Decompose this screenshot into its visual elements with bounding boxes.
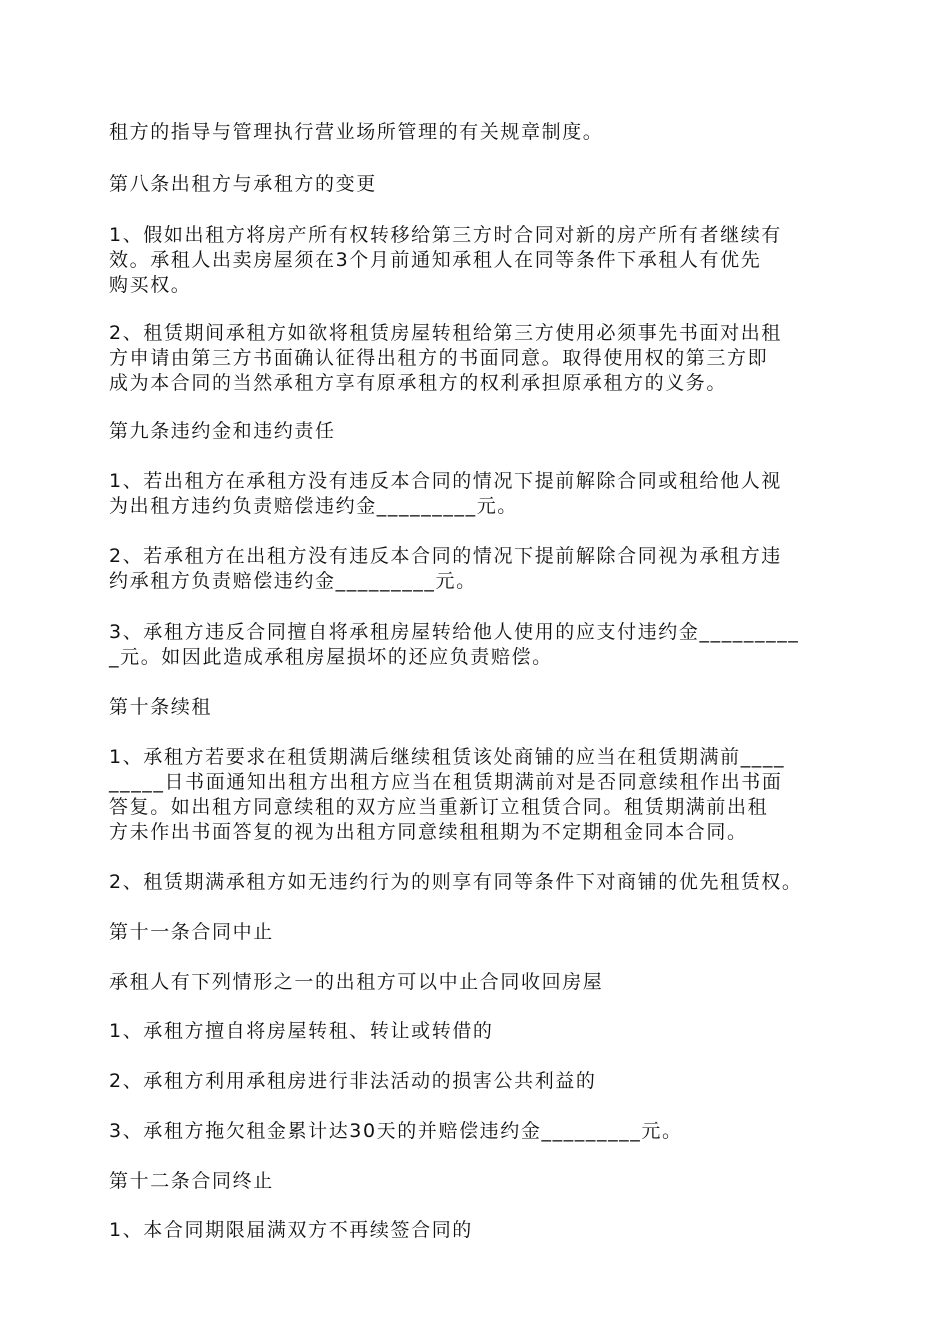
text-line: 2、承租方利用承租房进行非法活动的损害公共利益的 xyxy=(109,1070,597,1092)
text-line: _____日书面通知出租方出租方应当在租赁期满前对是否同意续租作出书面 xyxy=(109,771,783,793)
paragraph-10-1 xyxy=(109,745,844,845)
section-heading-9 xyxy=(109,419,844,444)
text-line: 第八条出租方与承租方的变更 xyxy=(109,173,377,195)
text-line: 1、承租方若要求在租赁期满后继续租赁该处商铺的应当在租赁期满前____ xyxy=(109,746,786,768)
section-heading-12 xyxy=(109,1169,844,1194)
paragraph-9-3 xyxy=(109,620,844,670)
text-line: 2、若承租方在出租方没有违反本合同的情况下提前解除合同视为承租方违 xyxy=(109,545,782,567)
text-line: 2、租赁期满承租方如无违约行为的则享有同等条件下对商铺的优先租赁权。 xyxy=(109,871,803,893)
text-line: 效。承租人出卖房屋须在3个月前通知承租人在同等条件下承租人有优先 xyxy=(109,249,762,271)
text-line: 方申请由第三方书面确认征得出租方的书面同意。取得使用权的第三方即 xyxy=(109,347,769,369)
text-line: 约承租方负责赔偿违约金_________元。 xyxy=(109,570,477,592)
text-line: 第十一条合同中止 xyxy=(109,921,274,943)
paragraph-8-1 xyxy=(109,223,844,298)
text-line: 1、承租方擅自将房屋转租、转让或转借的 xyxy=(109,1020,494,1042)
text-line: 租方的指导与管理执行营业场所管理的有关规章制度。 xyxy=(109,121,604,143)
paragraph-10-2 xyxy=(109,870,844,895)
text-line: 1、若出租方在承租方没有违反本合同的情况下提前解除合同或租给他人视 xyxy=(109,470,782,492)
text-line: 承租人有下列情形之一的出租方可以中止合同收回房屋 xyxy=(109,971,604,993)
text-line: 第十二条合同终止 xyxy=(109,1170,274,1192)
text-line: 购买权。 xyxy=(109,274,192,296)
paragraph-8-2 xyxy=(109,321,844,396)
text-line: 3、承租方违反合同擅自将承租房屋转给他人使用的应支付违约金_________ xyxy=(109,621,800,643)
paragraph-11-intro xyxy=(109,970,844,995)
text-line: 第十条续租 xyxy=(109,696,213,718)
text-line: 为出租方违约负责赔偿违约金_________元。 xyxy=(109,495,518,517)
text-line: 成为本合同的当然承租方享有原承租方的权利承担原承租方的义务。 xyxy=(109,372,728,394)
section-heading-11 xyxy=(109,920,844,945)
section-heading-10 xyxy=(109,695,844,720)
paragraph-1 xyxy=(109,120,844,145)
text-line: 方未作出书面答复的视为出租方同意续租租期为不定期租金同本合同。 xyxy=(109,821,748,843)
text-line: _元。如因此造成承租房屋损坏的还应负责赔偿。 xyxy=(109,646,553,668)
text-line: 第九条违约金和违约责任 xyxy=(109,420,336,442)
text-line: 2、租赁期间承租方如欲将租赁房屋转租给第三方使用必须事先书面对出租 xyxy=(109,322,782,344)
paragraph-9-1 xyxy=(109,469,844,519)
paragraph-11-1 xyxy=(109,1019,844,1044)
section-heading-8 xyxy=(109,172,844,197)
paragraph-12-1 xyxy=(109,1218,844,1243)
paragraph-11-2 xyxy=(109,1069,844,1094)
text-line: 1、假如出租方将房产所有权转移给第三方时合同对新的房产所有者继续有 xyxy=(109,224,782,246)
text-line: 答复。如出租方同意续租的双方应当重新订立租赁合同。租赁期满前出租 xyxy=(109,796,769,818)
text-line: 3、承租方拖欠租金累计达30天的并赔偿违约金_________元。 xyxy=(109,1120,683,1142)
text-line: 1、本合同期限届满双方不再续签合同的 xyxy=(109,1219,473,1241)
paragraph-9-2 xyxy=(109,544,844,594)
paragraph-11-3 xyxy=(109,1119,844,1144)
